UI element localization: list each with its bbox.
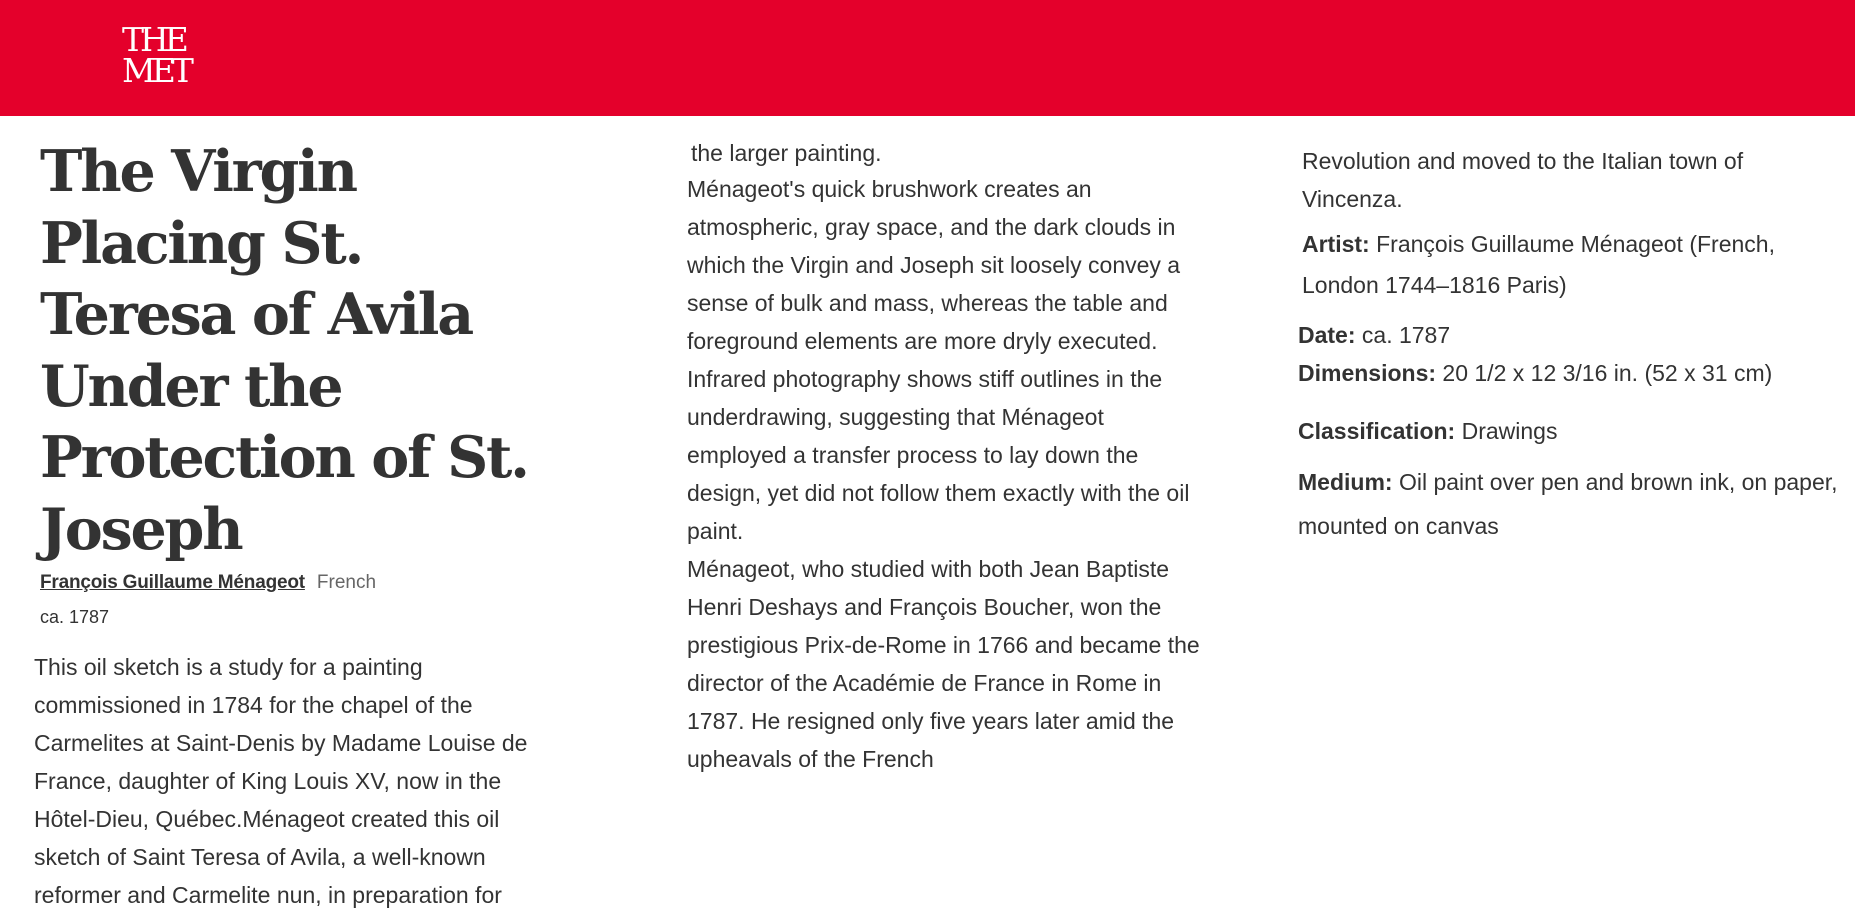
detail-dimensions-value: 20 1/2 x 12 3/16 in. (52 x 31 cm) — [1442, 360, 1773, 386]
artist-nationality: French — [316, 572, 377, 593]
description-paragraph-3: Ménageot, who studied with both Jean Baptiste Henri Deshays and François Boucher, won the prestigious Prix-de-Rome in 1766 and became the director of the Académie de France in Rome in 1787. He resigned only five years later amid the upheavals of the French — [687, 556, 1200, 772]
detail-classification — [1298, 412, 1838, 450]
detail-classification-label: Classification: — [1298, 418, 1456, 444]
description-paragraph-2: Ménageot's quick brushwork creates an atmospheric, gray space, and the dark clouds in which the Virgin and Joseph sit loosely convey a sense of bulk and mass, whereas the table and foreground elements are more dryly executed. Infrared photography shows stiff outlines in the underdrawing, suggesting that Ménageot employed a transfer process to lay down the design, yet did not follow them exactly with the oil paint. — [687, 176, 1190, 544]
detail-classification-value: Drawings — [1461, 418, 1558, 444]
detail-artist-label: Artist: — [1302, 231, 1370, 257]
logo-line-the: THE — [122, 20, 185, 59]
detail-date-value: ca. 1787 — [1361, 322, 1451, 348]
detail-date — [1298, 316, 1838, 354]
detail-medium-label: Medium: — [1298, 469, 1393, 495]
column-right — [1298, 142, 1838, 548]
artwork-title: The Virgin Placing St. Teresa of Avila Under the Protection of St. Joseph — [40, 138, 528, 563]
detail-artist — [1302, 224, 1838, 306]
column-left — [34, 136, 554, 914]
site-header — [0, 0, 1855, 116]
artwork-date: ca. 1787 — [40, 607, 110, 627]
logo-line-met: MET — [122, 51, 190, 90]
met-logo[interactable] — [122, 20, 190, 90]
description-paragraph-end: Revolution and moved to the Italian town of Vincenza. — [1302, 148, 1744, 212]
artist-link[interactable]: François Guillaume Ménageot — [40, 572, 305, 593]
artist-row — [40, 571, 554, 595]
detail-medium-value: Oil paint over pen and brown ink, on paper, mounted on canvas — [1298, 469, 1838, 539]
detail-artist-value: François Guillaume Ménageot (French, London 1744–1816 Paris) — [1302, 231, 1775, 298]
detail-dimensions-label: Dimensions: — [1298, 360, 1437, 386]
description-continuation: the larger painting. — [691, 140, 882, 166]
detail-medium — [1298, 460, 1838, 548]
detail-dimensions — [1298, 354, 1838, 392]
column-middle — [687, 136, 1207, 778]
detail-date-label: Date: — [1298, 322, 1356, 348]
description-paragraph-1: This oil sketch is a study for a painting commissioned in 1784 for the chapel of the Carmelites at Saint-Denis by Madame Louise de France, daughter of King Louis XV, now in the Hôtel-Dieu, Québec.Ménageot created this oil sketch of Saint Teresa of Avila, a well-known reformer and Carmelite nun, in preparation for — [34, 654, 528, 908]
